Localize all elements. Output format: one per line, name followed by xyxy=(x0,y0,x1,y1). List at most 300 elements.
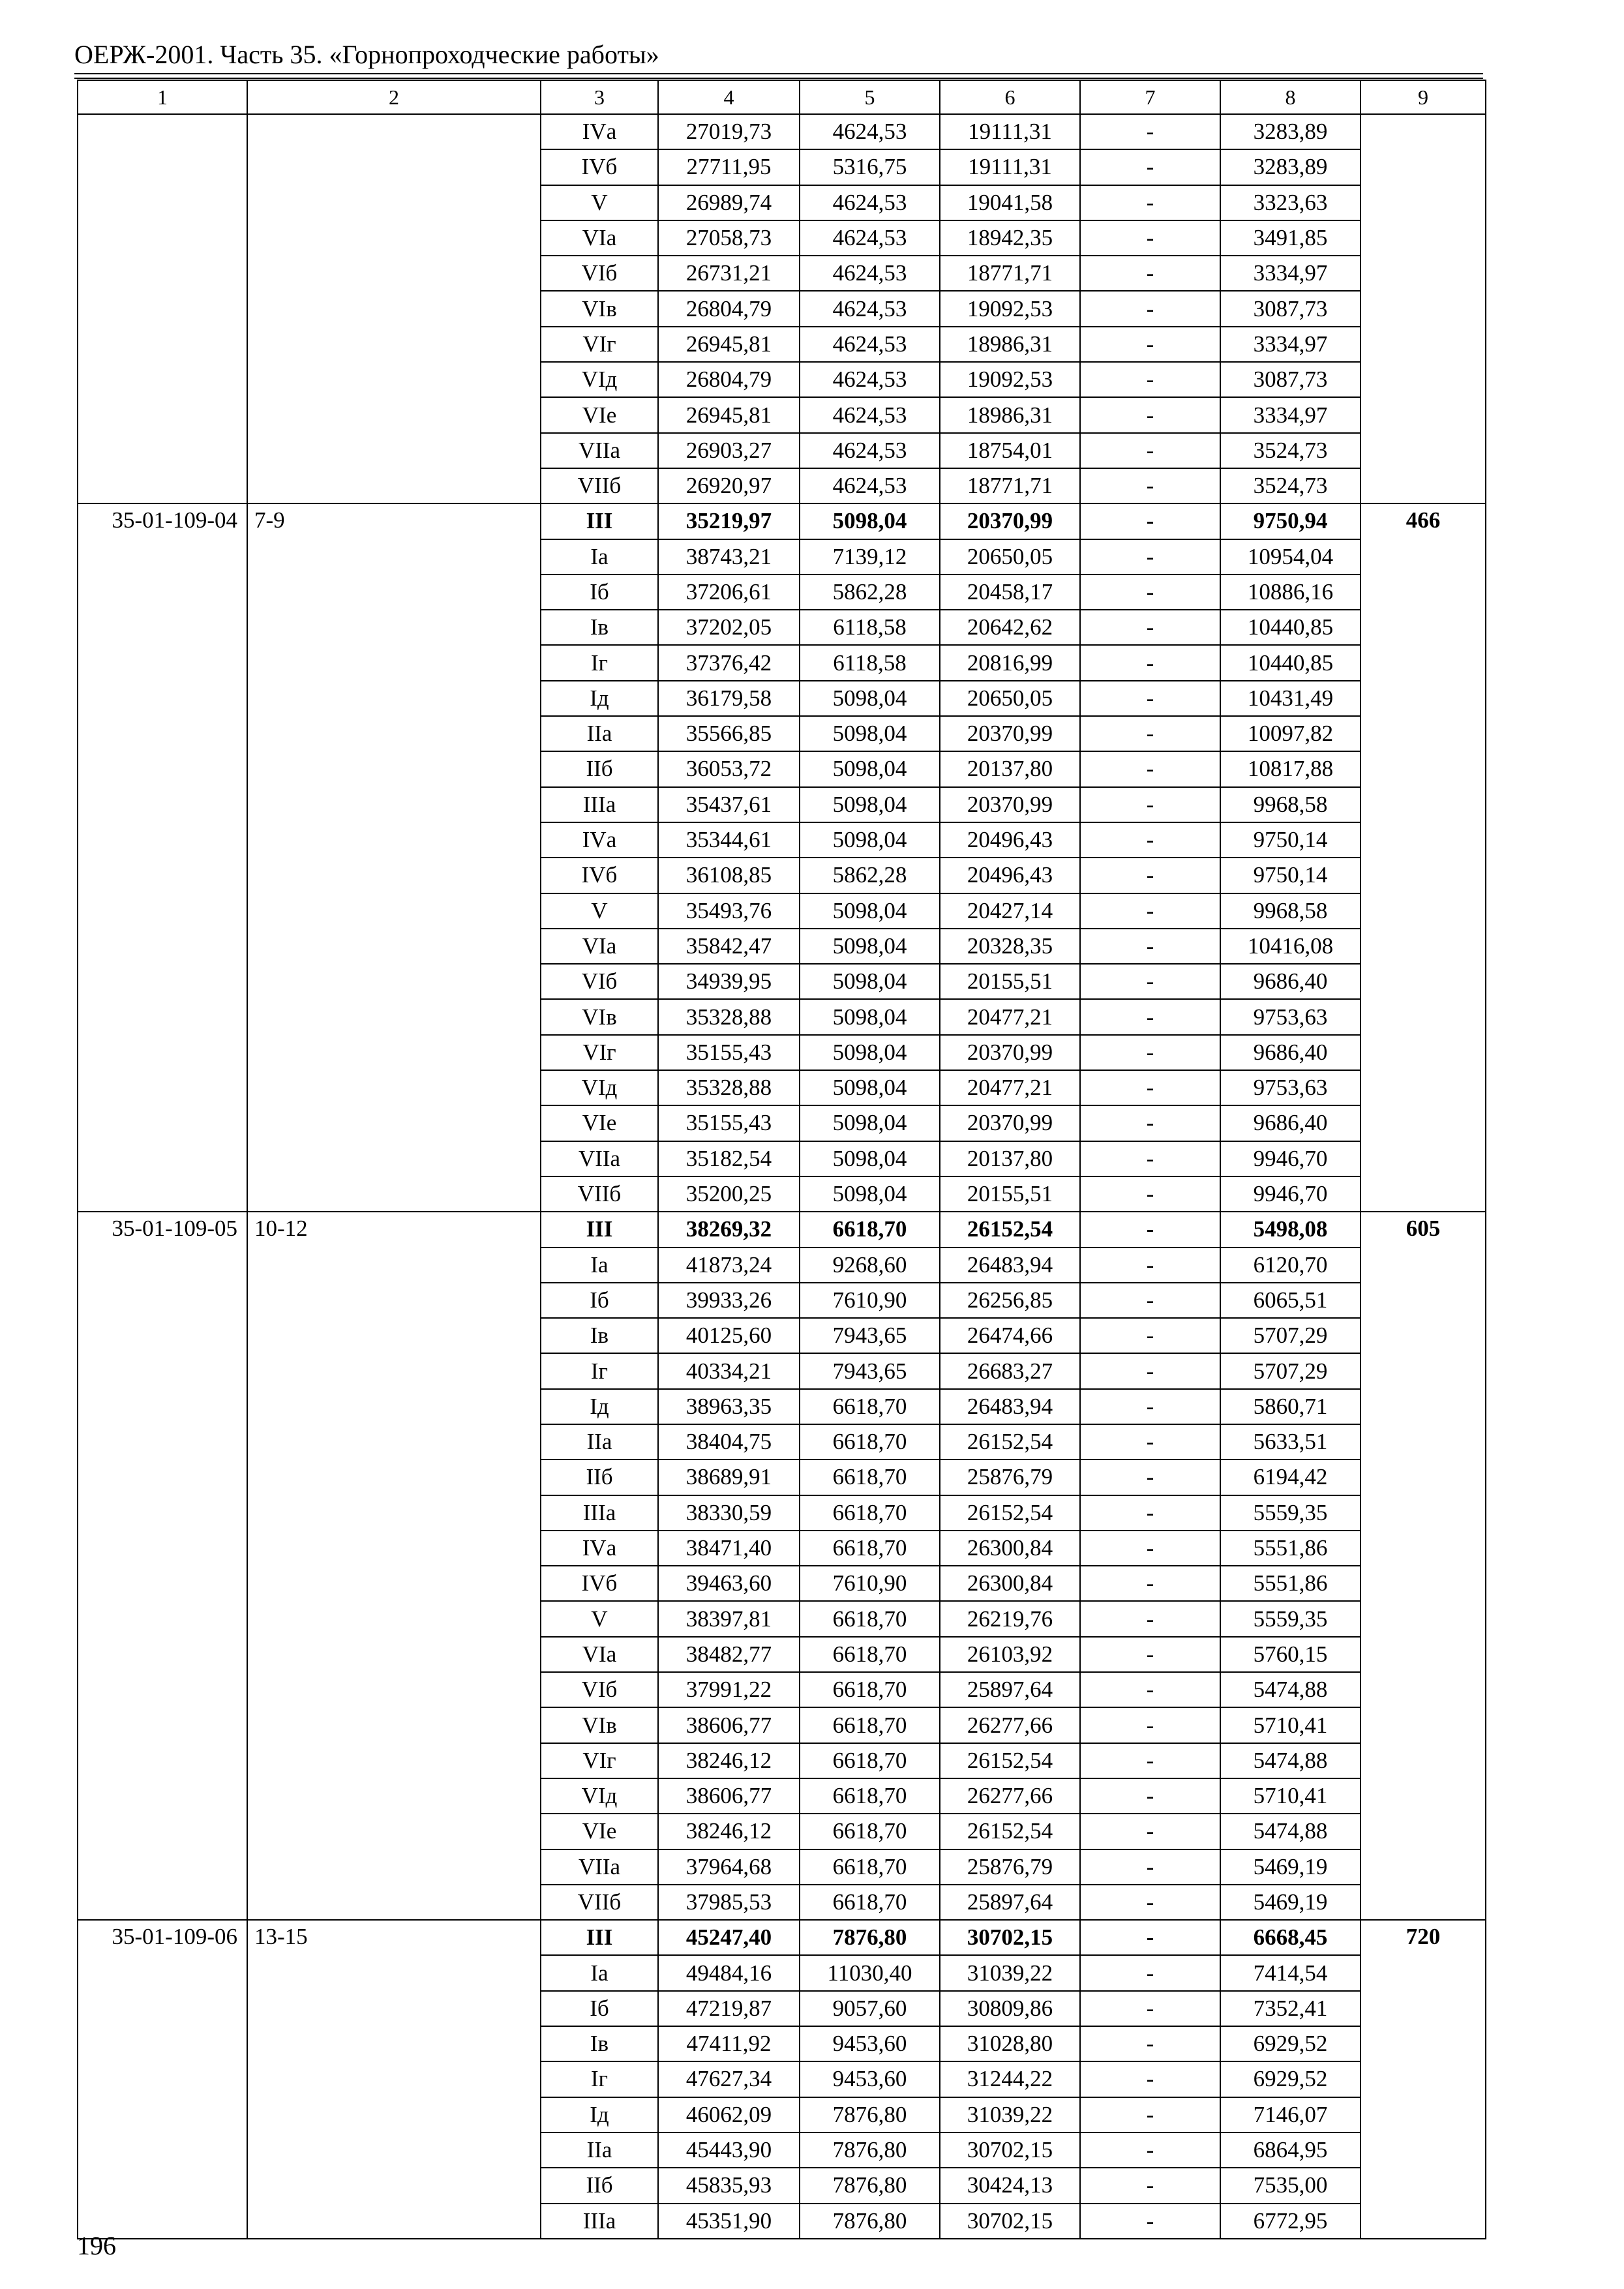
materials-cell: 6864,95 xyxy=(1220,2132,1361,2168)
total-cost-cell: 38963,35 xyxy=(658,1389,800,1424)
materials-cell: 5498,08 xyxy=(1220,1212,1361,1247)
drivers-wages-cell: - xyxy=(1080,1495,1220,1531)
machines-cell: 26152,54 xyxy=(940,1743,1080,1778)
drivers-wages-cell: - xyxy=(1080,1283,1220,1318)
wages-cell: 6618,70 xyxy=(800,1637,940,1672)
materials-cell: 7414,54 xyxy=(1220,1955,1361,1990)
category-cell: VIIб xyxy=(541,1885,658,1920)
column-number-8: 8 xyxy=(1220,80,1361,114)
total-cost-cell: 35219,97 xyxy=(658,503,800,539)
table-row xyxy=(78,503,1486,539)
machines-cell: 31028,80 xyxy=(940,2026,1080,2061)
machines-cell: 26683,27 xyxy=(940,1353,1080,1388)
total-cost-cell: 45835,93 xyxy=(658,2168,800,2203)
materials-cell: 9686,40 xyxy=(1220,1105,1361,1141)
range-cell: 10-12 xyxy=(247,1212,541,1920)
rates-table-container xyxy=(77,80,1486,2239)
wages-cell: 4624,53 xyxy=(800,291,940,326)
category-cell: IIб xyxy=(541,2168,658,2203)
drivers-wages-cell: - xyxy=(1080,2097,1220,2132)
category-cell: VIа xyxy=(541,1637,658,1672)
machines-cell: 25897,64 xyxy=(940,1672,1080,1707)
materials-cell: 10440,85 xyxy=(1220,610,1361,645)
drivers-wages-cell: - xyxy=(1080,822,1220,858)
materials-cell: 9753,63 xyxy=(1220,1070,1361,1105)
materials-cell: 9753,63 xyxy=(1220,999,1361,1034)
materials-cell: 5469,19 xyxy=(1220,1885,1361,1920)
total-cost-cell: 46062,09 xyxy=(658,2097,800,2132)
materials-cell: 3323,63 xyxy=(1220,185,1361,220)
category-cell: VIд xyxy=(541,1070,658,1105)
category-cell: III xyxy=(541,1212,658,1247)
total-cost-cell: 40334,21 xyxy=(658,1353,800,1388)
category-cell: Iв xyxy=(541,2026,658,2061)
category-cell: Iа xyxy=(541,539,658,575)
materials-cell: 6194,42 xyxy=(1220,1459,1361,1495)
materials-cell: 5707,29 xyxy=(1220,1318,1361,1353)
total-cost-cell: 35155,43 xyxy=(658,1035,800,1070)
wages-cell: 6618,70 xyxy=(800,1459,940,1495)
machines-cell: 30424,13 xyxy=(940,2168,1080,2203)
wages-cell: 5098,04 xyxy=(800,1035,940,1070)
materials-cell: 10886,16 xyxy=(1220,575,1361,610)
wages-cell: 6118,58 xyxy=(800,645,940,680)
machines-cell: 20137,80 xyxy=(940,751,1080,786)
machines-cell: 19111,31 xyxy=(940,114,1080,149)
total-cost-cell: 35155,43 xyxy=(658,1105,800,1141)
materials-cell: 9750,14 xyxy=(1220,822,1361,858)
column-number-7: 7 xyxy=(1080,80,1220,114)
total-cost-cell: 37206,61 xyxy=(658,575,800,610)
total-cost-cell: 37964,68 xyxy=(658,1849,800,1885)
rates-table-body xyxy=(78,80,1486,2239)
machines-cell: 26483,94 xyxy=(940,1389,1080,1424)
category-cell: VIв xyxy=(541,999,658,1034)
machines-cell: 20496,43 xyxy=(940,858,1080,893)
category-cell: VIIа xyxy=(541,1849,658,1885)
machines-cell: 26474,66 xyxy=(940,1318,1080,1353)
drivers-wages-cell: - xyxy=(1080,1141,1220,1176)
total-cost-cell: 36108,85 xyxy=(658,858,800,893)
wages-cell: 7876,80 xyxy=(800,2097,940,2132)
wages-cell: 6618,70 xyxy=(800,1601,940,1636)
category-cell: VIа xyxy=(541,220,658,256)
category-cell: IVб xyxy=(541,149,658,185)
machines-cell: 31039,22 xyxy=(940,2097,1080,2132)
materials-cell: 3491,85 xyxy=(1220,220,1361,256)
category-cell: VIв xyxy=(541,1707,658,1743)
category-cell: IVа xyxy=(541,114,658,149)
total-cost-cell: 26945,81 xyxy=(658,397,800,432)
total-cost-cell: 47219,87 xyxy=(658,1991,800,2026)
drivers-wages-cell: - xyxy=(1080,964,1220,999)
wages-cell: 9453,60 xyxy=(800,2026,940,2061)
category-cell: Iа xyxy=(541,1248,658,1283)
machines-cell: 26300,84 xyxy=(940,1566,1080,1601)
category-cell: VIд xyxy=(541,1778,658,1814)
materials-cell: 10817,88 xyxy=(1220,751,1361,786)
drivers-wages-cell: - xyxy=(1080,893,1220,929)
machines-cell: 20370,99 xyxy=(940,503,1080,539)
total-cost-cell: 41873,24 xyxy=(658,1248,800,1283)
total-cost-cell: 35328,88 xyxy=(658,999,800,1034)
machines-cell: 26152,54 xyxy=(940,1424,1080,1459)
machines-cell: 26256,85 xyxy=(940,1283,1080,1318)
machines-cell: 19041,58 xyxy=(940,185,1080,220)
materials-cell: 3524,73 xyxy=(1220,468,1361,503)
total-cost-cell: 38482,77 xyxy=(658,1637,800,1672)
materials-cell: 6065,51 xyxy=(1220,1283,1361,1318)
category-cell: VIб xyxy=(541,1672,658,1707)
wages-cell: 5316,75 xyxy=(800,149,940,185)
wages-cell: 9453,60 xyxy=(800,2061,940,2097)
category-cell: IIб xyxy=(541,751,658,786)
machines-cell: 20370,99 xyxy=(940,1035,1080,1070)
total-cost-cell: 26804,79 xyxy=(658,362,800,397)
category-cell: V xyxy=(541,893,658,929)
category-cell: III xyxy=(541,503,658,539)
machines-cell: 19111,31 xyxy=(940,149,1080,185)
drivers-wages-cell: - xyxy=(1080,1707,1220,1743)
total-cost-cell: 26731,21 xyxy=(658,256,800,291)
materials-cell: 9750,14 xyxy=(1220,858,1361,893)
category-cell: Iб xyxy=(541,1283,658,1318)
machines-cell: 20496,43 xyxy=(940,822,1080,858)
category-cell: VIб xyxy=(541,256,658,291)
category-cell: VIв xyxy=(541,291,658,326)
drivers-wages-cell: - xyxy=(1080,1637,1220,1672)
category-cell: Iв xyxy=(541,1318,658,1353)
drivers-wages-cell: - xyxy=(1080,362,1220,397)
column-numbers-row xyxy=(78,80,1486,114)
total-cost-cell: 45247,40 xyxy=(658,1920,800,1955)
wages-cell: 5098,04 xyxy=(800,1070,940,1105)
drivers-wages-cell: - xyxy=(1080,1885,1220,1920)
machines-cell: 26219,76 xyxy=(940,1601,1080,1636)
wages-cell: 5098,04 xyxy=(800,787,940,822)
materials-cell: 10097,82 xyxy=(1220,716,1361,751)
materials-cell: 7352,41 xyxy=(1220,1991,1361,2026)
drivers-wages-cell: - xyxy=(1080,1248,1220,1283)
machines-cell: 31244,22 xyxy=(940,2061,1080,2097)
drivers-wages-cell: - xyxy=(1080,2168,1220,2203)
total-cost-cell: 37985,53 xyxy=(658,1885,800,1920)
total-cost-cell: 38606,77 xyxy=(658,1778,800,1814)
drivers-wages-cell: - xyxy=(1080,1459,1220,1495)
materials-cell: 6772,95 xyxy=(1220,2204,1361,2239)
machines-cell: 20477,21 xyxy=(940,1070,1080,1105)
drivers-wages-cell: - xyxy=(1080,1389,1220,1424)
materials-cell: 9968,58 xyxy=(1220,787,1361,822)
category-cell: IVб xyxy=(541,1566,658,1601)
drivers-wages-cell: - xyxy=(1080,327,1220,362)
drivers-wages-cell: - xyxy=(1080,291,1220,326)
drivers-wages-cell: - xyxy=(1080,2204,1220,2239)
wages-cell: 6618,70 xyxy=(800,1814,940,1849)
wages-cell: 6618,70 xyxy=(800,1849,940,1885)
category-cell: VIе xyxy=(541,1814,658,1849)
drivers-wages-cell: - xyxy=(1080,1955,1220,1990)
total-cost-cell: 37376,42 xyxy=(658,645,800,680)
page-header-title: ОЕРЖ-2001. Часть 35. «Горнопроходческие работы» xyxy=(74,40,659,69)
category-cell: IVб xyxy=(541,858,658,893)
drivers-wages-cell: - xyxy=(1080,1353,1220,1388)
category-cell: VIIа xyxy=(541,433,658,468)
machines-cell: 20650,05 xyxy=(940,681,1080,716)
total-cost-cell: 26920,97 xyxy=(658,468,800,503)
drivers-wages-cell: - xyxy=(1080,220,1220,256)
category-cell: IIIа xyxy=(541,787,658,822)
drivers-wages-cell: - xyxy=(1080,681,1220,716)
wages-cell: 6618,70 xyxy=(800,1389,940,1424)
header-rule xyxy=(74,78,1483,79)
category-cell: VIе xyxy=(541,397,658,432)
range-cell xyxy=(247,114,541,503)
wages-cell: 4624,53 xyxy=(800,256,940,291)
drivers-wages-cell: - xyxy=(1080,858,1220,893)
drivers-wages-cell: - xyxy=(1080,468,1220,503)
total-cost-cell: 38743,21 xyxy=(658,539,800,575)
drivers-wages-cell: - xyxy=(1080,645,1220,680)
wages-cell: 6618,70 xyxy=(800,1707,940,1743)
drivers-wages-cell: - xyxy=(1080,397,1220,432)
category-cell: Iд xyxy=(541,2097,658,2132)
column-number-9: 9 xyxy=(1361,80,1486,114)
machines-cell: 20427,14 xyxy=(940,893,1080,929)
wages-cell: 5098,04 xyxy=(800,893,940,929)
drivers-wages-cell: - xyxy=(1080,610,1220,645)
wages-cell: 6618,70 xyxy=(800,1531,940,1566)
wages-cell: 4624,53 xyxy=(800,220,940,256)
drivers-wages-cell: - xyxy=(1080,2132,1220,2168)
wages-cell: 5098,04 xyxy=(800,681,940,716)
category-cell: Iг xyxy=(541,1353,658,1388)
wages-cell: 7876,80 xyxy=(800,2132,940,2168)
materials-cell: 5860,71 xyxy=(1220,1389,1361,1424)
drivers-wages-cell: - xyxy=(1080,185,1220,220)
drivers-wages-cell: - xyxy=(1080,2061,1220,2097)
materials-cell: 5474,88 xyxy=(1220,1743,1361,1778)
drivers-wages-cell: - xyxy=(1080,1531,1220,1566)
drivers-wages-cell: - xyxy=(1080,1920,1220,1955)
wages-cell: 6618,70 xyxy=(800,1424,940,1459)
category-cell: VIг xyxy=(541,1743,658,1778)
machines-cell: 20370,99 xyxy=(940,787,1080,822)
column-number-5: 5 xyxy=(800,80,940,114)
wages-cell: 6618,70 xyxy=(800,1885,940,1920)
materials-cell: 5474,88 xyxy=(1220,1814,1361,1849)
total-cost-cell: 35328,88 xyxy=(658,1070,800,1105)
wages-cell: 5098,04 xyxy=(800,716,940,751)
category-cell: IIIа xyxy=(541,1495,658,1531)
wages-cell: 9057,60 xyxy=(800,1991,940,2026)
drivers-wages-cell: - xyxy=(1080,929,1220,964)
wages-cell: 6618,70 xyxy=(800,1495,940,1531)
wages-cell: 5862,28 xyxy=(800,575,940,610)
column-9-cell: 605 xyxy=(1361,1212,1486,1920)
drivers-wages-cell: - xyxy=(1080,1814,1220,1849)
materials-cell: 9686,40 xyxy=(1220,964,1361,999)
total-cost-cell: 40125,60 xyxy=(658,1318,800,1353)
materials-cell: 6668,45 xyxy=(1220,1920,1361,1955)
machines-cell: 30702,15 xyxy=(940,2204,1080,2239)
category-cell: VIг xyxy=(541,327,658,362)
machines-cell: 25897,64 xyxy=(940,1885,1080,1920)
total-cost-cell: 38397,81 xyxy=(658,1601,800,1636)
materials-cell: 5710,41 xyxy=(1220,1707,1361,1743)
machines-cell: 20328,35 xyxy=(940,929,1080,964)
drivers-wages-cell: - xyxy=(1080,1601,1220,1636)
materials-cell: 9946,70 xyxy=(1220,1176,1361,1212)
wages-cell: 7876,80 xyxy=(800,1920,940,1955)
total-cost-cell: 35182,54 xyxy=(658,1141,800,1176)
wages-cell: 7139,12 xyxy=(800,539,940,575)
category-cell: IIа xyxy=(541,1424,658,1459)
materials-cell: 5760,15 xyxy=(1220,1637,1361,1672)
wages-cell: 5098,04 xyxy=(800,964,940,999)
category-cell: IIб xyxy=(541,1459,658,1495)
category-cell: VIг xyxy=(541,1035,658,1070)
wages-cell: 9268,60 xyxy=(800,1248,940,1283)
drivers-wages-cell: - xyxy=(1080,1035,1220,1070)
wages-cell: 7943,65 xyxy=(800,1353,940,1388)
machines-cell: 26277,66 xyxy=(940,1707,1080,1743)
page-number: 196 xyxy=(77,2231,116,2260)
materials-cell: 6929,52 xyxy=(1220,2026,1361,2061)
machines-cell: 26152,54 xyxy=(940,1212,1080,1247)
materials-cell: 3524,73 xyxy=(1220,433,1361,468)
machines-cell: 26277,66 xyxy=(940,1778,1080,1814)
total-cost-cell: 35566,85 xyxy=(658,716,800,751)
materials-cell: 5551,86 xyxy=(1220,1531,1361,1566)
materials-cell: 9686,40 xyxy=(1220,1035,1361,1070)
total-cost-cell: 37202,05 xyxy=(658,610,800,645)
wages-cell: 5098,04 xyxy=(800,822,940,858)
materials-cell: 3087,73 xyxy=(1220,291,1361,326)
table-row xyxy=(78,114,1486,149)
drivers-wages-cell: - xyxy=(1080,1778,1220,1814)
category-cell: VIд xyxy=(541,362,658,397)
total-cost-cell: 27058,73 xyxy=(658,220,800,256)
category-cell: VIа xyxy=(541,929,658,964)
table-row xyxy=(78,1920,1486,1955)
column-number-6: 6 xyxy=(940,80,1080,114)
machines-cell: 20458,17 xyxy=(940,575,1080,610)
category-cell: IVа xyxy=(541,822,658,858)
machines-cell: 20155,51 xyxy=(940,964,1080,999)
category-cell: VIIа xyxy=(541,1141,658,1176)
drivers-wages-cell: - xyxy=(1080,539,1220,575)
materials-cell: 5633,51 xyxy=(1220,1424,1361,1459)
rate-code-cell: 35-01-109-06 xyxy=(78,1920,247,2239)
wages-cell: 5098,04 xyxy=(800,751,940,786)
machines-cell: 20155,51 xyxy=(940,1176,1080,1212)
column-number-2: 2 xyxy=(247,80,541,114)
column-9-cell xyxy=(1361,114,1486,503)
wages-cell: 7610,90 xyxy=(800,1283,940,1318)
machines-cell: 26152,54 xyxy=(940,1495,1080,1531)
rate-code-cell: 35-01-109-04 xyxy=(78,503,247,1212)
wages-cell: 6618,70 xyxy=(800,1672,940,1707)
materials-cell: 5474,88 xyxy=(1220,1672,1361,1707)
materials-cell: 7535,00 xyxy=(1220,2168,1361,2203)
drivers-wages-cell: - xyxy=(1080,1566,1220,1601)
total-cost-cell: 38471,40 xyxy=(658,1531,800,1566)
materials-cell: 3283,89 xyxy=(1220,114,1361,149)
wages-cell: 4624,53 xyxy=(800,468,940,503)
machines-cell: 25876,79 xyxy=(940,1849,1080,1885)
materials-cell: 10416,08 xyxy=(1220,929,1361,964)
range-cell: 13-15 xyxy=(247,1920,541,2239)
machines-cell: 26152,54 xyxy=(940,1814,1080,1849)
wages-cell: 4624,53 xyxy=(800,397,940,432)
drivers-wages-cell: - xyxy=(1080,503,1220,539)
total-cost-cell: 38404,75 xyxy=(658,1424,800,1459)
category-cell: Iв xyxy=(541,610,658,645)
wages-cell: 7876,80 xyxy=(800,2168,940,2203)
wages-cell: 4624,53 xyxy=(800,185,940,220)
materials-cell: 9750,94 xyxy=(1220,503,1361,539)
materials-cell: 6120,70 xyxy=(1220,1248,1361,1283)
materials-cell: 10954,04 xyxy=(1220,539,1361,575)
category-cell: Iг xyxy=(541,645,658,680)
materials-cell: 3087,73 xyxy=(1220,362,1361,397)
machines-cell: 19092,53 xyxy=(940,291,1080,326)
machines-cell: 19092,53 xyxy=(940,362,1080,397)
total-cost-cell: 39463,60 xyxy=(658,1566,800,1601)
wages-cell: 7876,80 xyxy=(800,2204,940,2239)
column-9-cell: 466 xyxy=(1361,503,1486,1212)
category-cell: Iд xyxy=(541,1389,658,1424)
machines-cell: 18754,01 xyxy=(940,433,1080,468)
rate-code-cell: 35-01-109-05 xyxy=(78,1212,247,1920)
wages-cell: 5098,04 xyxy=(800,1141,940,1176)
column-number-1: 1 xyxy=(78,80,247,114)
wages-cell: 7610,90 xyxy=(800,1566,940,1601)
total-cost-cell: 38689,91 xyxy=(658,1459,800,1495)
total-cost-cell: 26903,27 xyxy=(658,433,800,468)
materials-cell: 5710,41 xyxy=(1220,1778,1361,1814)
materials-cell: 5469,19 xyxy=(1220,1849,1361,1885)
total-cost-cell: 47627,34 xyxy=(658,2061,800,2097)
total-cost-cell: 35437,61 xyxy=(658,787,800,822)
category-cell: IIа xyxy=(541,2132,658,2168)
rate-code-cell xyxy=(78,114,247,503)
total-cost-cell: 45443,90 xyxy=(658,2132,800,2168)
column-9-cell: 720 xyxy=(1361,1920,1486,2239)
machines-cell: 18771,71 xyxy=(940,256,1080,291)
wages-cell: 6618,70 xyxy=(800,1743,940,1778)
header-rule xyxy=(74,73,1483,74)
materials-cell: 5707,29 xyxy=(1220,1353,1361,1388)
drivers-wages-cell: - xyxy=(1080,1672,1220,1707)
drivers-wages-cell: - xyxy=(1080,149,1220,185)
total-cost-cell: 38246,12 xyxy=(658,1743,800,1778)
total-cost-cell: 38606,77 xyxy=(658,1707,800,1743)
category-cell: VIе xyxy=(541,1105,658,1141)
wages-cell: 4624,53 xyxy=(800,114,940,149)
category-cell: IVа xyxy=(541,1531,658,1566)
machines-cell: 20370,99 xyxy=(940,1105,1080,1141)
category-cell: VIб xyxy=(541,964,658,999)
total-cost-cell: 27019,73 xyxy=(658,114,800,149)
total-cost-cell: 35344,61 xyxy=(658,822,800,858)
category-cell: IIа xyxy=(541,716,658,751)
drivers-wages-cell: - xyxy=(1080,1424,1220,1459)
total-cost-cell: 49484,16 xyxy=(658,1955,800,1990)
wages-cell: 4624,53 xyxy=(800,362,940,397)
table-row xyxy=(78,1212,1486,1247)
